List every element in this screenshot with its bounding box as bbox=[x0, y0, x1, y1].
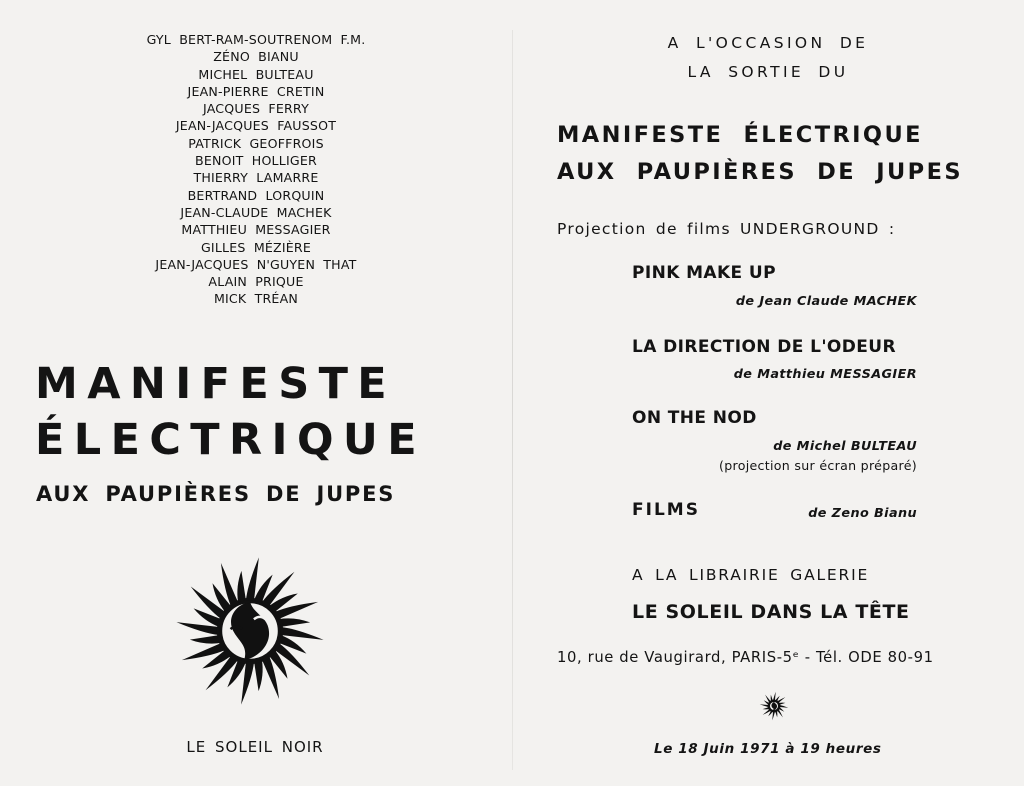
author-name: GILLES MÉZIÈRE bbox=[200, 239, 312, 255]
author-name: ALAIN PRIQUE bbox=[208, 274, 304, 290]
occasion-line: A L'OCCASION DE bbox=[667, 34, 869, 52]
film-credit: de Matthieu MESSAGIER bbox=[733, 367, 917, 382]
author-name: JEAN-JACQUES N'GUYEN THAT bbox=[155, 256, 357, 272]
event-date: Le 18 Juin 1971 à 19 heures bbox=[654, 741, 882, 757]
author-name: JEAN-CLAUDE MACHEK bbox=[180, 204, 332, 220]
film-title: LA DIRECTION DE L'ODEUR bbox=[632, 337, 896, 357]
film-credit: de Jean Claude MACHEK bbox=[735, 294, 917, 309]
small-sun-icon bbox=[758, 690, 790, 722]
author-name: JEAN-JACQUES FAUSSOT bbox=[175, 118, 337, 134]
author-name: BERTRAND LORQUIN bbox=[187, 187, 325, 203]
film-note: (projection sur écran préparé) bbox=[718, 458, 917, 473]
occasion-line: LA SORTIE DU bbox=[687, 63, 849, 81]
venue-address: 10, rue de Vaugirard, PARIS-5ᵉ - Tél. ODE 80-91 bbox=[557, 649, 934, 666]
publisher-name: LE SOLEIL NOIR bbox=[186, 738, 324, 756]
film-title: PINK MAKE UP bbox=[632, 263, 776, 283]
author-name: ZÉNO BIANU bbox=[213, 49, 299, 65]
film-title: ON THE NOD bbox=[632, 408, 757, 428]
author-name: BENOIT HOLLIGER bbox=[195, 153, 317, 169]
book-title bbox=[35, 356, 475, 468]
film-credit: de Zeno Bianu bbox=[808, 506, 917, 521]
book-subtitle: AUX PAUPIÈRES DE JUPES bbox=[36, 482, 396, 506]
venue-intro: A LA LIBRAIRIE GALERIE bbox=[632, 566, 870, 584]
venue-name: LE SOLEIL DANS LA TÊTE bbox=[632, 601, 910, 623]
author-list bbox=[0, 31, 512, 308]
fold-line bbox=[512, 30, 513, 770]
book-title-line2: ÉLECTRIQUE bbox=[35, 415, 426, 465]
author-name: MATTHIEU MESSAGIER bbox=[181, 222, 331, 238]
event-title-line2: AUX PAUPIÈRES DE JUPES bbox=[557, 159, 963, 185]
event-title-line1: MANIFESTE ÉLECTRIQUE bbox=[557, 122, 923, 148]
author-name: MICHEL BULTEAU bbox=[198, 66, 314, 82]
author-name: MICK TRÉAN bbox=[213, 291, 299, 307]
author-name: JEAN-PIERRE CRETIN bbox=[187, 83, 325, 99]
black-sun-logo-icon bbox=[171, 553, 329, 709]
author-name: PATRICK GEOFFROIS bbox=[188, 135, 324, 151]
book-title-line1: MANIFESTE bbox=[35, 359, 397, 409]
film-credit: de Michel BULTEAU bbox=[773, 439, 917, 454]
author-name: JACQUES FERRY bbox=[203, 101, 309, 117]
film-title: FILMS bbox=[632, 500, 700, 520]
event-title bbox=[557, 117, 963, 191]
author-name: THIERRY LAMARRE bbox=[193, 170, 319, 186]
projection-heading: Projection de films UNDERGROUND : bbox=[557, 220, 896, 238]
author-name: GYL BERT-RAM-SOUTRENOM F.M. bbox=[146, 32, 366, 47]
